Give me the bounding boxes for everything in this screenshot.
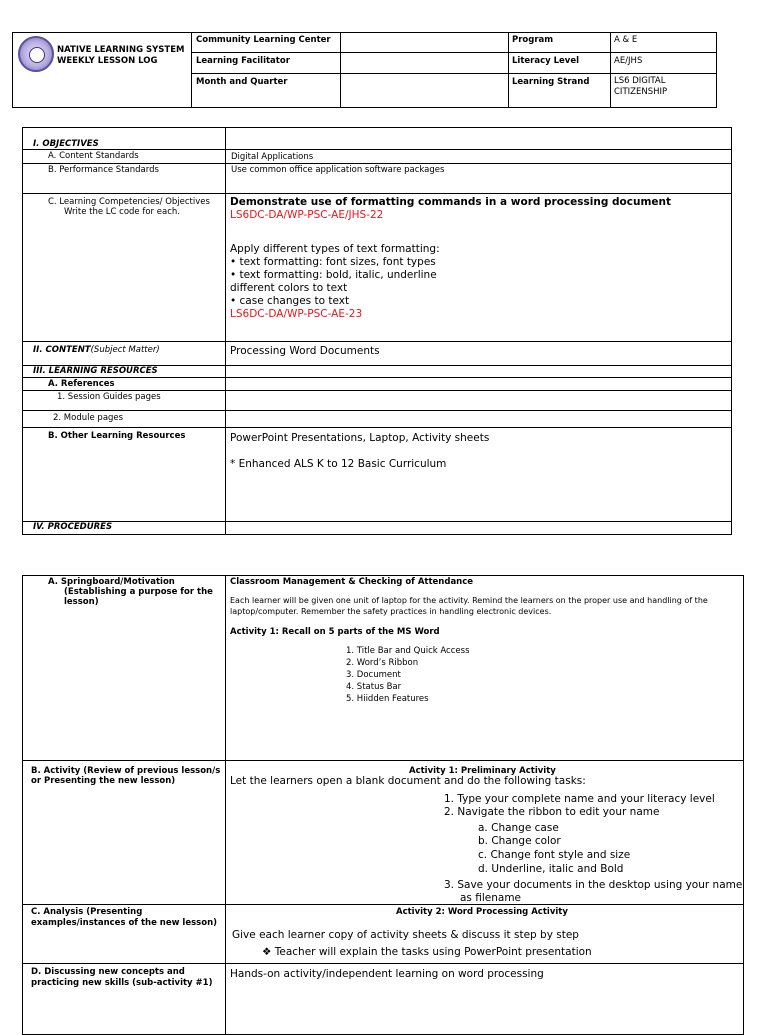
procedures-heading: IV. PROCEDURES [33, 522, 113, 532]
springboard-desc-line1: Each learner will be given one unit of laptop for the activity. Remind the learners on the proper use and handling of the [230, 596, 708, 605]
content-heading [33, 345, 160, 355]
task-2: 2. Navigate the ribbon to edit your name [444, 806, 660, 818]
recall-item-3: 3. Document [346, 670, 401, 680]
competency-item-2: • text formatting: bold, italic, underline [230, 269, 437, 281]
content-value: Processing Word Documents [230, 345, 380, 357]
preliminary-intro: Let the learners open a blank document and do the following tasks: [230, 775, 586, 787]
analysis-label-line2: examples/instances of the new lesson) [31, 918, 217, 928]
content-standards-label: A. Content Standards [48, 151, 139, 161]
springboard-label-line2: (Establishing a purpose for the [64, 587, 213, 597]
task-2-sub-d: d. Underline, italic and Bold [478, 863, 624, 875]
task-2-sub-c: c. Change font style and size [478, 849, 631, 861]
objectives-heading: I. OBJECTIVES [33, 139, 99, 149]
recall-item-2: 2. Word’s Ribbon [346, 658, 419, 668]
program-value: A & E [614, 35, 638, 45]
competency-title: Demonstrate use of formatting commands in a word processing document [230, 196, 672, 208]
deped-seal-logo [18, 36, 54, 72]
discussing-label-line1: D. Discussing new concepts and [31, 967, 185, 977]
strand-value-line2: CITIZENSHIP [614, 87, 668, 97]
competencies-label-line1: C. Learning Competencies/ Objectives [48, 197, 210, 207]
content-standards-value: Digital Applications [231, 152, 314, 162]
other-resources-value-2: * Enhanced ALS K to 12 Basic Curriculum [230, 458, 447, 470]
springboard-desc-line2: laptop/computer. Remember the safety practices in handling electronic devices. [230, 607, 552, 616]
references-label: A. References [48, 379, 115, 389]
recall-item-1: 1. Title Bar and Quick Access [346, 646, 470, 656]
month-quarter-label: Month and Quarter [196, 77, 288, 87]
strand-value-line1: LS6 DIGITAL [614, 76, 666, 86]
analysis-line1: Give each learner copy of activity sheets & discuss it step by step [232, 929, 579, 941]
discussing-label-line2: practicing new skills (sub-activity #1) [31, 978, 213, 988]
competency-apply: Apply different types of text formatting: [230, 243, 440, 255]
header-table [12, 32, 717, 108]
word-processing-activity-title: Activity 2: Word Processing Activity [396, 907, 568, 917]
competency-item-3: different colors to text [230, 282, 348, 294]
springboard-label-line1: A. Springboard/Motivation [48, 577, 175, 587]
content-heading-sub: (Subject Matter) [90, 345, 160, 355]
session-guides-label: 1. Session Guides pages [57, 392, 161, 402]
springboard-activity: Activity 1: Recall on 5 parts of the MS Word [230, 627, 440, 637]
analysis-line2: ❖ Teacher will explain the tasks using PowerPoint presentation [262, 946, 592, 958]
other-resources-label: B. Other Learning Resources [48, 431, 186, 441]
recall-item-5: 5. Hiidden Features [346, 694, 429, 704]
literacy-value: AE/JHS [614, 56, 643, 66]
springboard-title: Classroom Management & Checking of Attendance [230, 577, 474, 587]
competencies-label-line2: Write the LC code for each. [64, 207, 180, 217]
header-title-line1: NATIVE LEARNING SYSTEM [57, 45, 185, 55]
program-label: Program [512, 35, 554, 45]
facilitator-label: Learning Facilitator [196, 56, 290, 66]
task-3-line1: 3. Save your documents in the desktop using your name [444, 879, 743, 891]
task-1: 1. Type your complete name and your literacy level [444, 793, 715, 805]
competency-item-1: • text formatting: font sizes, font types [230, 256, 436, 268]
strand-label: Learning Strand [512, 77, 590, 87]
task-3-line2: as filename [460, 892, 522, 904]
literacy-label: Literacy Level [512, 56, 580, 66]
clc-label: Community Learning Center [196, 35, 331, 45]
header-title-line2: WEEKLY LESSON LOG [57, 56, 158, 66]
module-pages-label: 2. Module pages [53, 413, 124, 423]
preliminary-activity-title: Activity 1: Preliminary Activity [409, 766, 556, 776]
learning-resources-heading: III. LEARNING RESOURCES [33, 366, 158, 376]
activity-label-line2: or Presenting the new lesson) [31, 776, 176, 786]
competency-item-4: • case changes to text [230, 295, 350, 307]
competency-code-2: LS6DC-DA/WP-PSC-AE-23 [230, 308, 363, 320]
activity-label-line1: B. Activity (Review of previous lesson/s [31, 766, 221, 776]
springboard-label-line3: lesson) [64, 597, 99, 607]
objectives-table [22, 127, 732, 535]
analysis-label-line1: C. Analysis (Presenting [31, 907, 143, 917]
discussing-value: Hands-on activity/independent learning on word processing [230, 968, 544, 980]
other-resources-value-1: PowerPoint Presentations, Laptop, Activity sheets [230, 432, 490, 444]
recall-item-4: 4. Status Bar [346, 682, 402, 692]
content-heading-main: II. CONTENT [33, 345, 91, 355]
performance-standards-value: Use common office application software packages [231, 165, 445, 175]
task-2-sub-b: b. Change color [478, 835, 561, 847]
task-2-sub-a: a. Change case [478, 822, 559, 834]
performance-standards-label: B. Performance Standards [48, 165, 159, 175]
competency-code-1: LS6DC-DA/WP-PSC-AE/JHS-22 [230, 209, 384, 221]
